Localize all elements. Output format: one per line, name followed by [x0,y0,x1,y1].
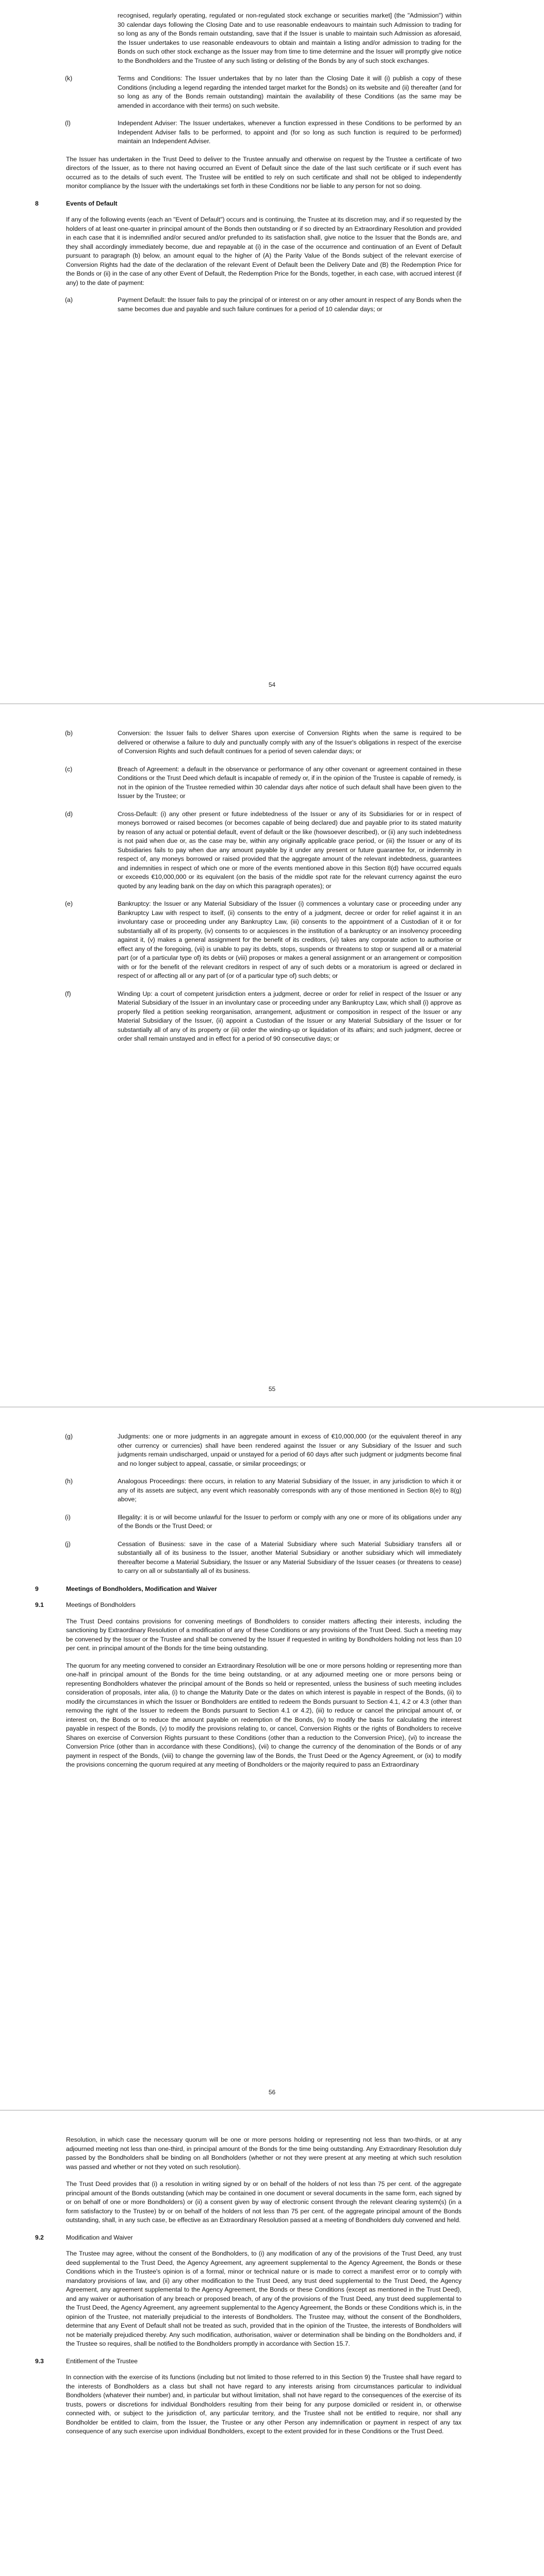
meetings-paragraph-1: The Trust Deed contains provisions for convening meetings of Bondholders to consider matters affecting their interests, including the sanctioning by Extraordinary Resolution of a modification of any of these Conditions or any provisions of the Trust Deed. Such a meeting may be convened by the Issuer or the Trustee and shall be convened by the Issuer if requested in writing by Bondholders holding not less than 10 per cent. in principal amount of the Bonds for the time being outstanding. [66,1617,461,1652]
clause-text: Payment Default: the Issuer fails to pay the principal of or interest on or any other amount in respect of any Bonds when the same becomes due and payable and such failure continues for a period of 10 calendar days; or [118,296,461,313]
clause-text: Cross-Default: (i) any other present or future indebtedness of the Issuer or any of its Subsidiaries for or in respect of moneys borrowed or raised becomes (or becomes capable of being declared) due and payable prior to its stated maturity by reason of any actual or potential default, event of default or the like (howsoever described), or (ii) any such indebtedness is not paid when due or, as the case may be, within any originally applicable grace period, or (iii) the Issuer or any of its Subsidiaries fails to pay when due any amount payable by it under any present or future guarantee for, or indemnity in respect of, any moneys borrowed or raised provided that the aggregate amount of the relevant indebtedness, guarantees and indemnities in respect of which one or more of the events mentioned above in this Section 8(d) have occurred equals or exceeds €10,000,000 or its equivalent (on the basis of the middle spot rate for the relevant currency against the euro quoted by any leading bank on the day on which this paragraph operates); or [118,810,461,890]
written-resolution-paragraph: The Trust Deed provides that (i) a resolution in writing signed by or on behalf of the holders of not less than 75 per cent. of the aggregate principal amount of the Bonds outstanding (which may be contained in one document or several documents in the same form, each signed by or on behalf of one or more Bondholders) or (ii) a consent given by way of electronic consent through the relevant clearing system(s) (in a form satisfactory to the Trustee) by or on behalf of the holders of not less than 75 per cent. of the aggregate principal amount of the Bonds outstanding, shall, in any such case, be effective as an Extraordinary Resolution passed at a meeting of Bondholders duly convened and held. [66,2180,461,2224]
section-9-2-heading [35,2233,461,2243]
clause-label: (d) [65,810,73,818]
clause-label: (l) [65,120,71,127]
clause-text: Independent Adviser: The Issuer undertakes, whenever a function expressed in these Conditions to be performed by an Independent Adviser falls to be performed, to appoint and (for so long as such function is required to be performed) maintain an Independent Adviser. [118,120,461,145]
clause-text: Terms and Conditions: The Issuer undertakes that by no later than the Closing Date it will (i) publish a copy of these Conditions (including a legend regarding the intended target market for the Bonds) on its website and (ii) thereafter (and for so long as any of the Bonds remain outstanding) maintain the availability of these Conditions (as the same may be amended in accordance with their terms) on such website. [118,75,461,109]
event-i [65,1513,461,1531]
clause-text: Breach of Agreement: a default in the observance or performance of any other covenant or agreement contained in these Conditions or the Trust Deed which default is incapable of remedy or, if in the opinion of the Trustee is capable of remedy, is not in the opinion of the Trustee remedied within 30 calendar days after notice of such default shall have been given to the Issuer by the Trustee; or [118,765,461,800]
events-of-default-intro: If any of the following events (each an "Event of Default") occurs and is continuing, the Trustee at its discretion may, and if so requested by the holders of at least one-quarter in principal amount of the Bonds then outstanding or if so directed by an Extraordinary Resolution and provided in each case that it is indemnified and/or secured and/or prefunded to its satisfaction shall, give notice to the Issuer that the Bonds are, and they shall accordingly immediately become, due and repayable at (i) in the case of the occurrence and continuation of an Event of Default pursuant to paragraph (b) below, an amount equal to the higher of (A) the Parity Value of the Bonds subject of the relevant exercise of Conversion Rights had the date of the declaration of the relevant Event of Default been the Delivery Date and (B) the Redemption Price for the Bonds or (ii) in the case of any other Event of Default, the Redemption Price for the Bonds, together, in each case, with accrued interest (if any) to the date of payment: [66,216,461,286]
event-e [65,900,461,981]
trustee-entitlement-paragraph: In connection with the exercise of its functions (including but not limited to those referred to in this Section 9) the Trustee shall have regard to the interests of Bondholders as a class but shall not have regard to any interests arising from circumstances particular to individual Bondholders (whatever their number) and, in particular but without limitation, shall not have regard to the consequences of the exercise of its trusts, powers or discretions for individual Bondholders resulting from their being for any purpose domiciled or resident in, or otherwise connected with, or subject to the jurisdiction of, any particular territory, and the Trustee shall not be entitled to require, nor shall any Bondholder be entitled to claim, from the Issuer, the Trustee or any other Person any indemnification or payment in respect of any tax consequence of any such exercise upon individual Bondholders, except to the extent provided for in these Conditions or the Trust Deed. [66,2374,461,2435]
clause-text: Cessation of Business: save in the case of a Material Subsidiary where such Material Subsidiary transfers all or substantially all of its business to the Issuer, another Material Subsidiary or another subsidiary which will immediately thereafter become a Material Subsidiary, the Issuer or any Material Subsidiary of the Issuer ceases (or threatens to cease) to carry on all or substantially all of its business. [118,1540,461,1574]
subsection-title: Meetings of Bondholders [66,1601,136,1608]
clause-label: (e) [65,900,73,907]
clause-j-continued [92,11,461,65]
event-c [65,765,461,801]
document-page-55 [0,703,544,1406]
page-number: 56 [268,2089,276,2096]
subsection-title: Entitlement of the Trustee [66,2357,138,2365]
page-number: 55 [268,1385,276,1393]
clause-label: (h) [65,1478,73,1485]
clause-label: (i) [65,1513,71,1521]
subsection-number: 9.1 [35,1601,44,1608]
event-g [65,1432,461,1468]
event-b [65,729,461,756]
subsection-number: 9.3 [35,2357,44,2365]
clause-k [65,74,461,110]
clause-text: Bankruptcy: the Issuer or any Material Subsidiary of the Issuer (i) commences a voluntary case or proceeding under any Bankruptcy Law with respect to itself, (ii) consents to the entry of a judgment, decree or order for relief against it in an involuntary case or proceeding under any Bankruptcy Law, (iii) consents to the appointment of a Custodian of it or for substantially all of its property, (iv) consents to or acquiesces in the institution of a bankruptcy or an insolvency proceeding against it, (v) makes a general assignment for the benefit of its creditors, (vi) takes any corporate action to authorise or effect any of the foregoing, (vii) is unable to pay its debts, stops, suspends or threatens to stop or suspend all or a material part (or of a particular type of) its debts or (viii) proposes or makes a general assignment or an arrangement or composition with or for the benefit of the relevant creditors in respect of any of such debts or a moratorium is agreed or declared in respect of or affecting all or any part of (or of a particular type of) such debts; or [118,900,461,979]
clause-label: (j) [65,1540,71,1548]
clause-l [65,119,461,146]
section-number: 9 [35,1585,39,1592]
clause-label: (k) [65,75,73,82]
clause-text: recognised, regularly operating, regulated or non-regulated stock exchange or securities market] (the "Admission") within 30 calendar days following the Closing Date and to use reasonable endeavours to maintain such Admission to trading for so long as any of the Bonds remain outstanding, save that if the Issuer is unable to maintain such Admission as aforesaid, the Issuer undertakes to use reasonable endeavours to obtain and maintain a listing and/or admission to trading for the Bonds on such other stock exchange as the Issuer may from time to time determine and the Issuer will promptly give notice to the Bondholders and the Trustee of any such listing or delisting of the Bonds by any of such stock exchanges. [118,12,461,64]
meetings-paragraph-3: Resolution, in which case the necessary quorum will be one or more persons holding or representing not less than two-thirds, or at any adjourned meeting not less than one-third, in principal amount of the Bonds for the time being outstanding. Any Extraordinary Resolution duly passed by the Bondholders shall be binding on all Bondholders (whether or not they were present at any meeting at which such resolution was passed and whether or not they voted on such resolution). [66,2136,461,2171]
document-page-56 [0,1406,544,2110]
subsection-title: Modification and Waiver [66,2233,133,2241]
subsection-number: 9.2 [35,2233,44,2241]
modification-paragraph: The Trustee may agree, without the consent of the Bondholders, to (i) any modification of any of the provisions of the Trust Deed, any trust deed supplemental to the Trust Deed, the Agency Agreement, any agreement supplemental to the Agency Agreement, the Bonds or these Conditions which in the Trustee's opinion is of a formal, minor or technical nature or is made to correct a manifest error or to comply with mandatory provisions of law, and (ii) any other modification to the Trust Deed, any trust deed supplemental to the Trust Deed, the Agency Agreement, any agreement supplemental to the Agency Agreement, the Bonds or these Conditions (except as mentioned in the Trust Deed), and any waiver or authorisation of any breach or proposed breach, of any of the provisions of the Trust Deed, any trust deed supplemental to the Trust Deed, the Agency Agreement, any agreement supplemental to the Agency Agreement, the Bonds or these Conditions which is, in the opinion of the Trustee, not materially prejudicial to the interests of Bondholders. The Trustee may, without the consent of the Bondholders, determine that any Event of Default shall not be treated as such, provided that in the opinion of the Trustee, the interests of Bondholders will not be materially prejudiced thereby. Any such modification, authorisation, waiver or determination shall be binding on the Bondholders and, if the Trustee so requires, shall be notified to the Bondholders promptly in accordance with Section 15.7. [66,2250,461,2347]
section-9-1-heading [35,1601,461,1610]
undertaking-paragraph: The Issuer has undertaken in the Trust Deed to deliver to the Trustee annually and otherwise on request by the Trustee a certificate of two directors of the Issuer, as to there not having occurred an Event of Default since the date of the last such certificate or if such event has occurred as to the details of such event. The Trustee will be entitled to rely on such certificate and shall not be obliged to independently monitor compliance by the Issuer with the undertakings set forth in these Conditions nor be liable to any person for not so doing. [66,155,461,190]
event-a [65,296,461,314]
clause-label: (c) [65,765,73,773]
event-d [65,810,461,891]
section-title: Events of Default [66,199,118,207]
section-9-3-heading [35,2357,461,2366]
document-page-54 [0,0,544,703]
section-8-heading [35,199,461,209]
meetings-paragraph-2: The quorum for any meeting convened to consider an Extraordinary Resolution will be one or more persons holding or representing more than one-half in principal amount of the Bonds for the time being outstanding, or at any adjourned meeting one or more persons being or representing Bondholders whatever the principal amount of the Bonds so held or represented, unless the business of such meeting includes consideration of proposals, inter alia, (i) to change the Maturity Date or the dates on which interest is payable in respect of the Bonds, (ii) to modify the circumstances in which the Issuer or Bondholders are entitled to redeem the Bonds pursuant to Section 4.1, 4.2 or 4.3 (other than removing the right of the Issuer to redeem the Bonds pursuant to Section 4.1 or 4.2), (iii) to reduce or cancel the principal amount of, or interest on, the Bonds or to reduce the amount payable on redemption of the Bonds, (iv) to modify the basis for calculating the interest payable in respect of the Bonds, (v) to modify the provisions relating to, or cancel, Conversion Rights or the rights of Bondholders to receive Shares on exercise of Conversion Rights pursuant to these Conditions (other than a reduction to the Conversion Price), (vi) to increase the Conversion Price (other than in accordance with these Conditions), (vii) to change the currency of the denomination of the Bonds or of any payment in respect of the Bonds, (viii) to change the governing law of the Bonds, the Trust Deed or the Agency Agreement, or (ix) to modify the provisions concerning the quorum required at any meeting of Bondholders or the majority required to pass an Extraordinary [66,1662,461,1768]
event-f [65,990,461,1044]
section-number: 8 [35,199,39,207]
clause-label: (b) [65,730,73,737]
clause-label: (f) [65,990,71,997]
clause-text: Illegality: it is or will become unlawful for the Issuer to perform or comply with any one or more of its obligations under any of the Bonds or the Trust Deed; or [118,1513,461,1530]
clause-text: Winding Up: a court of competent jurisdiction enters a judgment, decree or order for relief in respect of the Issuer or any Material Subsidiary of the Issuer in an involuntary case or proceeding under any Bankruptcy Law, which shall (i) approve as properly filed a petition seeking reorganisation, arrangement, adjustment or composition in respect of the Issuer or any Material Subsidiary of the Issuer, (ii) appoint a Custodian of the Issuer or any Material Subsidiary of the Issuer or for substantially all of any of its property or (iii) order the winding-up or liquidation of its affairs; and such judgment, decree or order shall remain unstayed and in effect for a period of 90 consecutive days; or [118,990,461,1042]
event-j [65,1540,461,1576]
document-page-57 [0,2110,544,2576]
clause-text: Analogous Proceedings: there occurs, in relation to any Material Subsidiary of the Issuer, in any jurisdiction to which it or any of its assets are subject, any event which reasonably corresponds with any of those mentioned in Section 8(e) to 8(g) above; [118,1478,461,1503]
page-number: 54 [268,681,276,688]
event-h [65,1477,461,1504]
clause-text: Conversion: the Issuer fails to deliver Shares upon exercise of Conversion Rights when the same is required to be delivered or otherwise a failure to duly and punctually comply with any of the Issuer's obligations in respect of the exercise of Conversion Rights and such default continues for a period of seven calendar days; or [118,730,461,755]
clause-label: (g) [65,1433,73,1440]
clause-text: Judgments: one or more judgments in an aggregate amount in excess of €10,000,000 (or the equivalent thereof in any other currency or currencies) shall have been rendered against the Issuer or any Subsidiary of the Issuer and such judgments remain undischarged, unpaid or unstayed for a period of 60 days after such judgment or judgments become final and no longer subject to appeal, cassatie, or similar proceedings; or [118,1433,461,1467]
clause-label: (a) [65,296,73,303]
section-title: Meetings of Bondholders, Modification and Waiver [66,1585,217,1592]
section-9-heading [35,1585,461,1594]
